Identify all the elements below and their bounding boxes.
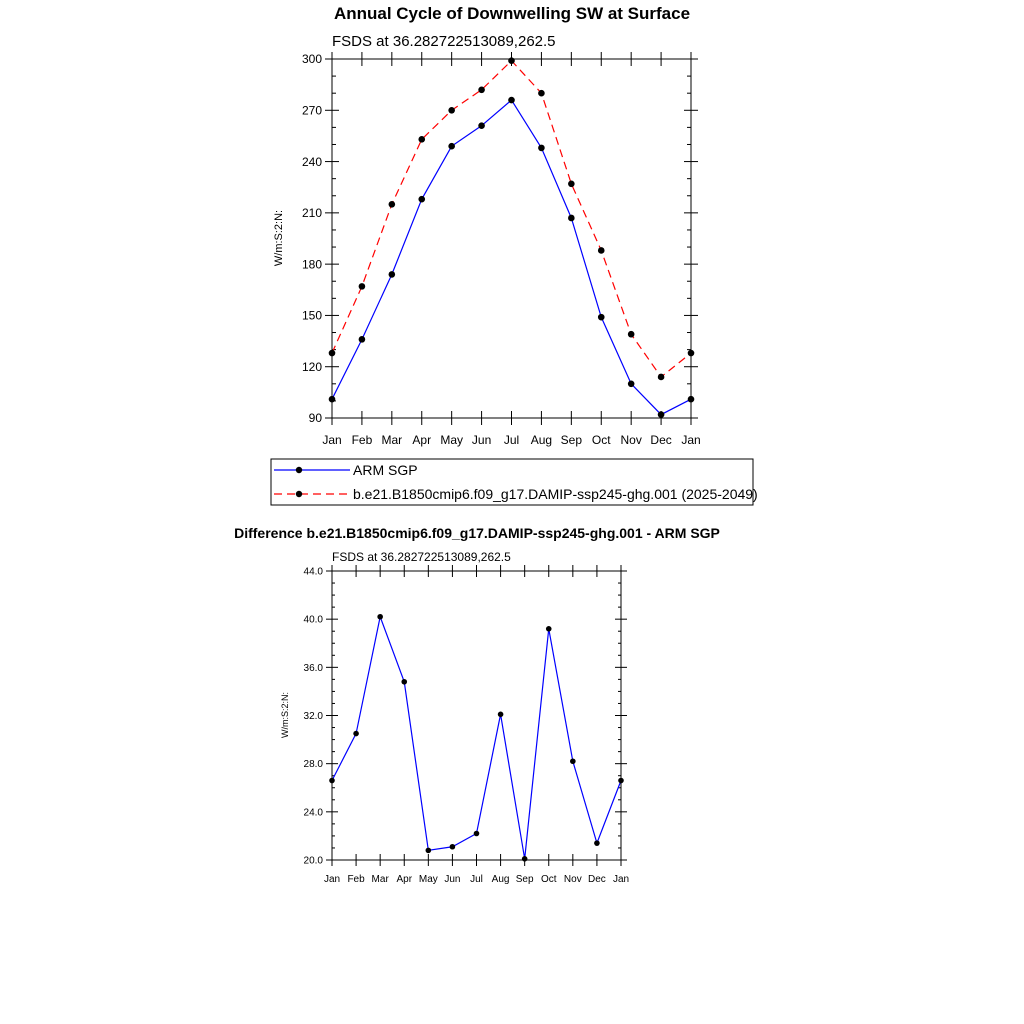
y-tick-label: 300: [301, 52, 322, 67]
series-0-point: [329, 396, 336, 403]
x-tick-label: Aug: [491, 874, 510, 885]
series-1-point: [418, 136, 425, 143]
series-1-point: [628, 331, 635, 338]
series-0-point: [329, 778, 335, 784]
y-tick-label: 270: [301, 103, 322, 118]
series-0-point: [688, 396, 695, 403]
legend: [271, 459, 758, 505]
x-tick-label: Dec: [650, 433, 672, 447]
series-0-point: [353, 731, 359, 737]
x-tick-label: Nov: [563, 874, 582, 885]
series-0-point: [418, 196, 425, 203]
chart-title: Annual Cycle of Downwelling SW at Surface: [333, 4, 691, 23]
x-tick-label: Jan: [681, 433, 701, 447]
y-tick-label: 36.0: [303, 662, 323, 674]
series-0-point: [448, 143, 455, 150]
series-1-point: [389, 201, 396, 208]
x-tick-label: Feb: [351, 433, 373, 447]
y-tick-label: 210: [301, 206, 322, 221]
x-tick-label: May: [440, 433, 464, 447]
y-tick-label: 44.0: [303, 566, 323, 578]
y-axis-label: W/m:S:2:N:: [280, 691, 290, 739]
y-tick-label: 28.0: [303, 759, 323, 771]
series-1-point: [508, 57, 515, 64]
x-tick-label: Oct: [540, 874, 557, 885]
x-tick-label: Feb: [347, 874, 365, 885]
chart-title: Difference b.e21.B1850cmip6.f09_g17.DAMIP-ssp245-ghg.001 - ARM SGP: [234, 525, 720, 541]
difference-chart: [234, 525, 720, 885]
series-0-point: [401, 679, 407, 685]
series-1-point: [448, 107, 455, 114]
x-tick-label: Oct: [591, 433, 611, 447]
y-tick-label: 40.0: [303, 614, 323, 626]
legend-label-model: b.e21.B1850cmip6.f09_g17.DAMIP-ssp245-ghg.001 (2025-2049): [353, 486, 758, 502]
series-1-point: [538, 90, 545, 97]
x-tick-label: Dec: [588, 874, 606, 885]
series-0-point: [598, 314, 605, 321]
x-tick-label: Jan: [612, 874, 630, 885]
series-0-point: [450, 844, 456, 850]
series-1-point: [329, 350, 336, 357]
x-tick-label: Jul: [470, 874, 483, 885]
series-0-point: [478, 122, 485, 129]
chart-subtitle: FSDS at 36.282722513089,262.5: [332, 33, 556, 50]
x-tick-label: Jun: [471, 433, 492, 447]
series-0-point: [594, 840, 600, 846]
x-tick-label: Nov: [620, 433, 642, 447]
series-0-point: [568, 215, 575, 222]
series-1-point: [688, 350, 695, 357]
legend-marker-arm-sgp: [296, 467, 302, 473]
x-tick-label: Jan: [322, 433, 342, 447]
series-0-point: [618, 778, 624, 784]
y-tick-label: 240: [301, 154, 322, 169]
series-0-point: [389, 271, 396, 278]
y-tick-label: 32.0: [303, 711, 323, 722]
series-0-point: [570, 758, 576, 764]
series-1-point: [658, 374, 665, 381]
x-tick-label: Jun: [444, 874, 461, 885]
series-0-point: [359, 336, 366, 343]
y-tick-label: 120: [301, 359, 322, 374]
legend-marker-model: [296, 491, 302, 497]
series-0-point: [538, 145, 545, 152]
series-1-point: [598, 247, 605, 254]
series-1-point: [359, 283, 366, 290]
legend-label-arm-sgp: ARM SGP: [353, 462, 418, 478]
chart-subtitle: FSDS at 36.282722513089,262.5: [332, 550, 511, 564]
y-tick-label: 90: [308, 411, 322, 426]
series-0-point: [522, 856, 528, 862]
series-0-point: [628, 381, 635, 388]
x-tick-label: Aug: [530, 433, 553, 447]
series-1-point: [568, 180, 575, 187]
series-0-point: [474, 831, 480, 837]
series-0-point: [658, 411, 665, 418]
plot-frame: [332, 571, 621, 860]
x-tick-label: Apr: [396, 874, 413, 885]
plot-frame: [332, 59, 691, 418]
x-tick-label: Sep: [560, 433, 583, 447]
series-1-point: [478, 86, 485, 93]
y-tick-label: 150: [301, 308, 322, 323]
y-tick-label: 20.0: [303, 855, 323, 867]
x-tick-label: Mar: [371, 874, 389, 885]
x-tick-label: Mar: [381, 433, 403, 447]
series-line-1: [332, 61, 691, 377]
x-tick-label: Jan: [323, 874, 341, 885]
series-0-point: [377, 614, 383, 620]
x-tick-label: Sep: [515, 874, 534, 885]
series-line-0: [332, 100, 691, 415]
x-tick-label: May: [418, 874, 438, 885]
x-tick-label: Apr: [412, 433, 432, 447]
y-axis-label: W/m:S:2:N:: [273, 209, 285, 267]
series-0-point: [426, 848, 432, 854]
annual-cycle-chart: [273, 4, 701, 447]
series-0-point: [546, 626, 552, 632]
y-tick-label: 180: [301, 257, 322, 272]
x-tick-label: Jul: [503, 433, 520, 447]
series-0-point: [508, 97, 515, 104]
series-line-0: [332, 617, 621, 859]
y-tick-label: 24.0: [303, 807, 323, 819]
series-0-point: [498, 711, 504, 717]
